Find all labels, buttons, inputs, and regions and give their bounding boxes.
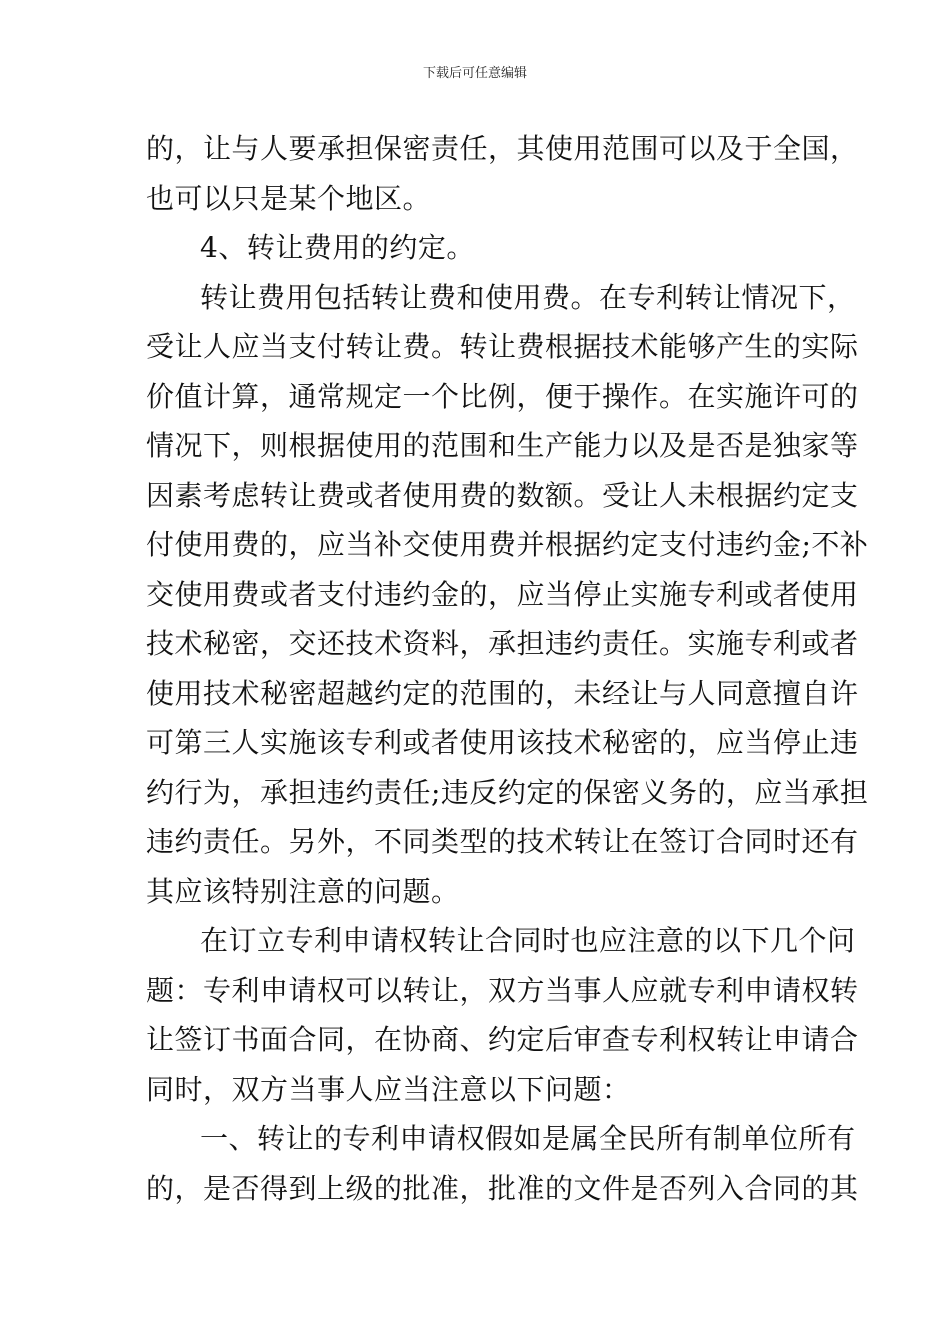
text-line: 也可以只是某个地区。: [146, 181, 432, 215]
text-line: 的，让与人要承担保密责任，其使用范围可以及于全国，: [146, 132, 859, 165]
paragraph-start: 在订立专利申请权转让合同时也应注意的以下几个问: [200, 924, 856, 957]
text-line: 受让人应当支付转让费。转让费根据技术能够产生的实际: [146, 330, 859, 363]
document-body: [146, 124, 869, 1213]
section-heading: 4、转让费用的约定。: [200, 231, 475, 264]
text-line: 付使用费的，应当补交使用费并根据约定支付违约金;不补: [146, 528, 869, 561]
text-line: 让签订书面合同，在协商、约定后审查专利权转让申请合: [146, 1023, 859, 1056]
text-line: 的，是否得到上级的批准，批准的文件是否列入合同的其: [146, 1171, 859, 1205]
text-line: 可第三人实施该专利或者使用该技术秘密的，应当停止违: [146, 726, 859, 759]
text-line: 情况下，则根据使用的范围和生产能力以及是否是独家等: [146, 429, 859, 462]
text-line: 违约责任。另外，不同类型的技术转让在签订合同时还有: [146, 825, 859, 858]
text-line: 交使用费或者支付违约金的，应当停止实施专利或者使用: [146, 577, 859, 611]
paragraph-start: 转让费用包括转让费和使用费。在专利转让情况下，: [200, 280, 856, 314]
text-line: 技术秘密，交还技术资料，承担违约责任。实施专利或者: [146, 627, 859, 660]
page-header: 下载后可任意编辑: [422, 66, 527, 81]
text-line: 使用技术秘密超越约定的范围的，未经让与人同意擅自许: [146, 676, 859, 710]
text-line: 题：专利申请权可以转让，双方当事人应就专利申请权转: [146, 973, 859, 1007]
text-line: 因素考虑转让费或者使用费的数额。受让人未根据约定支: [146, 478, 859, 512]
text-line: 价值计算，通常规定一个比例，便于操作。在实施许可的: [146, 379, 859, 413]
text-line: 其应该特别注意的问题。: [146, 874, 460, 908]
paragraph-start: 一、转让的专利申请权假如是属全民所有制单位所有: [200, 1122, 856, 1155]
text-line: 约行为，承担违约责任;违反约定的保密义务的，应当承担: [146, 775, 869, 809]
text-line: 同时，双方当事人应当注意以下问题：: [146, 1072, 631, 1106]
